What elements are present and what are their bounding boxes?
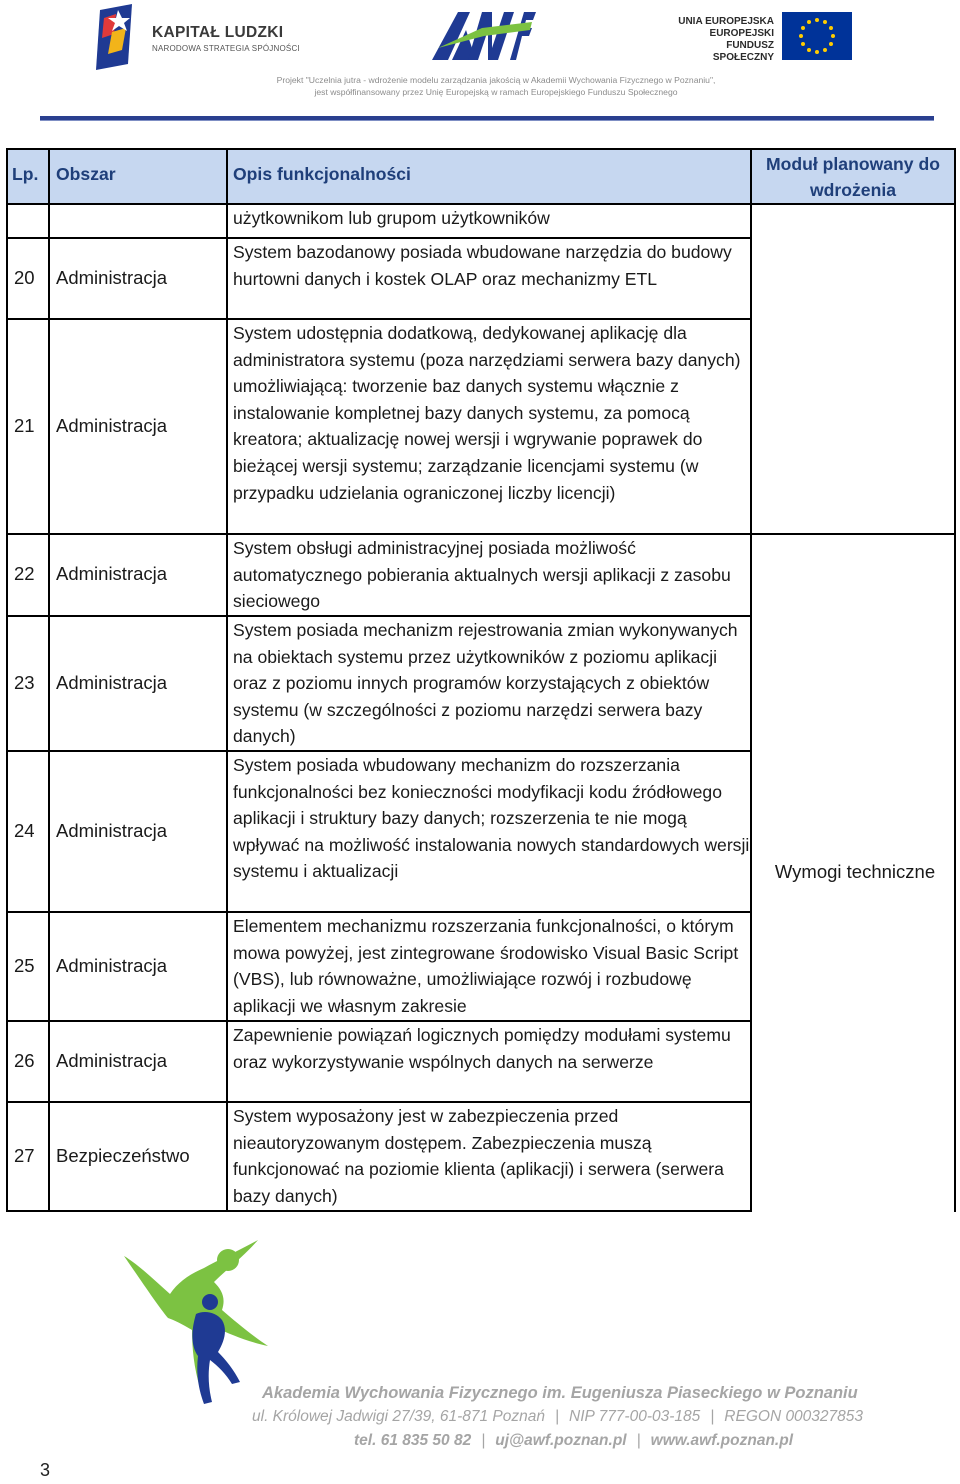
kapital-ludzki-title: KAPITAŁ LUDZKI — [152, 24, 284, 41]
row-divider — [6, 318, 752, 320]
table-divider — [750, 148, 752, 1212]
table-border-bottom — [6, 1210, 752, 1212]
row-description: System bazodanowy posiada wbudowane narzędzia do budowy hurtowni danych i kostek OLAP oraz mechanizmy ETL — [233, 242, 732, 289]
table-divider — [48, 148, 50, 1212]
table-border-right — [954, 148, 956, 1212]
functionality-table — [6, 148, 956, 1212]
row-number: 24 — [14, 820, 35, 841]
row-divider — [6, 533, 956, 535]
footer-regon: REGON 000327853 — [724, 1408, 864, 1425]
row-description: System posiada mechanizm rejestrowania zmian wykonywanych na obiektach systemu przez użytkowników z poziomu aplikacji oraz z poziomu innych programów korzystających z obiektów systemu (w szczególności z poziomu narzędzi serwera bazy danych) — [233, 620, 738, 747]
eu-line-1: UNIA EUROPEJSKA — [678, 16, 774, 27]
header-description: Opis funkcjonalności — [233, 164, 411, 184]
project-line-2: jest współfinansowany przez Unię Europejską w ramach Europejskiego Funduszu Społecznego — [314, 87, 678, 97]
row-description: System obsługi administracyjnej posiada możliwość automatycznego pobierania aktualnych wersji aplikacji z zasobu sieciowego — [233, 538, 731, 612]
footer-separator: | — [710, 1408, 715, 1425]
kapital-ludzki-emblem-icon — [92, 4, 152, 70]
row-area: Administracja — [56, 415, 168, 436]
footer-separator: | — [554, 1408, 559, 1425]
header-module: Moduł planowany do wdrożenia — [766, 154, 940, 200]
row-area: Administracja — [56, 672, 168, 693]
header-divider — [40, 116, 934, 121]
row-description: Zapewnienie powiązań logicznych pomiędzy modułami systemu oraz wykorzystywanie wspólnych danych na serwerze — [233, 1025, 731, 1072]
awf-logo-icon — [432, 8, 536, 62]
row-number: 21 — [14, 415, 35, 436]
row-divider — [6, 911, 752, 913]
row-number: 20 — [14, 267, 35, 288]
table-border-top — [6, 148, 956, 150]
row-divider — [6, 615, 752, 617]
row-area: Administracja — [56, 955, 168, 976]
footer-institution: Akademia Wychowania Fizycznego im. Eugeniusza Piaseckiego w Poznaniu — [262, 1384, 858, 1402]
kapital-ludzki-logo — [92, 4, 312, 70]
module-value: Wymogi techniczne — [774, 861, 936, 882]
row-number: 22 — [14, 563, 35, 584]
table-border-left — [6, 148, 8, 1212]
header-lp: Lp. — [12, 164, 39, 184]
row-number: 26 — [14, 1050, 35, 1071]
row-description: System wyposażony jest w zabezpieczenia przed nieautoryzowanym dostępem. Zabezpieczenia muszą funkcjonować na poziomie klienta (aplikacji) i serwera (serwera bazy danych) — [233, 1106, 724, 1206]
row-area: Administracja — [56, 267, 168, 288]
page-number: 3 — [40, 1460, 51, 1480]
table-divider — [226, 148, 228, 1212]
row-divider — [6, 1101, 752, 1103]
awf-logo — [432, 8, 536, 62]
footer-separator: | — [481, 1432, 486, 1449]
project-note — [236, 74, 756, 98]
row-divider — [6, 237, 752, 239]
page-header — [0, 0, 960, 120]
row-area: Administracja — [56, 563, 168, 584]
continuation-text: użytkownikom lub grupom użytkowników — [233, 208, 550, 228]
row-number: 25 — [14, 955, 35, 976]
row-description: System udostępnia dodatkową, dedykowanej aplikację dla administratora systemu (poza narzędziami serwera bazy danych) umożliwiającą: tworzenie baz danych systemu włącznie z instalowanie kompletnej bazy danych systemu, za pomocą kreatora; aktualizację nowej wersji i wgrywanie poprawek do bieżącej wersji systemu; zarządzanie licencjami systemu (w przypadku udzielania ograniczonej liczby licencji) — [233, 323, 741, 503]
row-number: 27 — [14, 1145, 35, 1166]
footer-email[interactable]: uj@awf.poznan.pl — [495, 1432, 627, 1449]
table-header-divider — [6, 203, 956, 205]
eu-logo-text — [670, 16, 774, 64]
row-area: Administracja — [56, 1050, 168, 1071]
row-number: 23 — [14, 672, 35, 693]
footer-phone: tel. 61 835 50 82 — [354, 1432, 472, 1449]
eu-logo — [670, 12, 860, 64]
footer-nip: NIP 777-00-03-185 — [569, 1408, 701, 1425]
row-area: Bezpieczeństwo — [56, 1145, 190, 1166]
kapital-ludzki-subtitle: NARODOWA STRATEGIA SPÓJNOŚCI — [152, 44, 300, 53]
footer-contact-line — [354, 1432, 914, 1450]
footer-separator: | — [636, 1432, 641, 1449]
row-description: System posiada wbudowany mechanizm do rozszerzania funkcjonalności bez konieczności modyfikacji kodu źródłowego aplikacji i struktury bazy danych; rozszerzenia te nie mogą wpływać na możliwość instalowania nowych standardowych wersji systemu i aktualizacji — [233, 755, 750, 882]
footer-address-line — [252, 1408, 912, 1426]
header-area: Obszar — [56, 164, 116, 184]
row-divider — [6, 1020, 752, 1022]
eu-line-2: EUROPEJSKI — [709, 28, 774, 39]
row-area: Administracja — [56, 820, 168, 841]
eu-line-3: FUNDUSZ SPOŁECZNY — [712, 40, 774, 63]
project-line-1: Projekt "Uczelnia jutra - wdrożenie modelu zarządzania jakością w Akademii Wychowania Fizycznego w Poznaniu", — [276, 75, 716, 85]
footer-website[interactable]: www.awf.poznan.pl — [650, 1432, 794, 1449]
footer-address: ul. Królowej Jadwigi 27/39, 61-871 Poznań — [252, 1408, 545, 1425]
row-divider — [6, 750, 752, 752]
row-description: Elementem mechanizmu rozszerzania funkcjonalności, o którym mowa powyżej, jest zintegrowane środowisko Visual Basic Script (VBS), lub równoważne, umożliwiające rozwój i rozbudowę aplikacji we własnym zakresie — [233, 916, 739, 1016]
eu-flag-icon — [782, 12, 852, 60]
